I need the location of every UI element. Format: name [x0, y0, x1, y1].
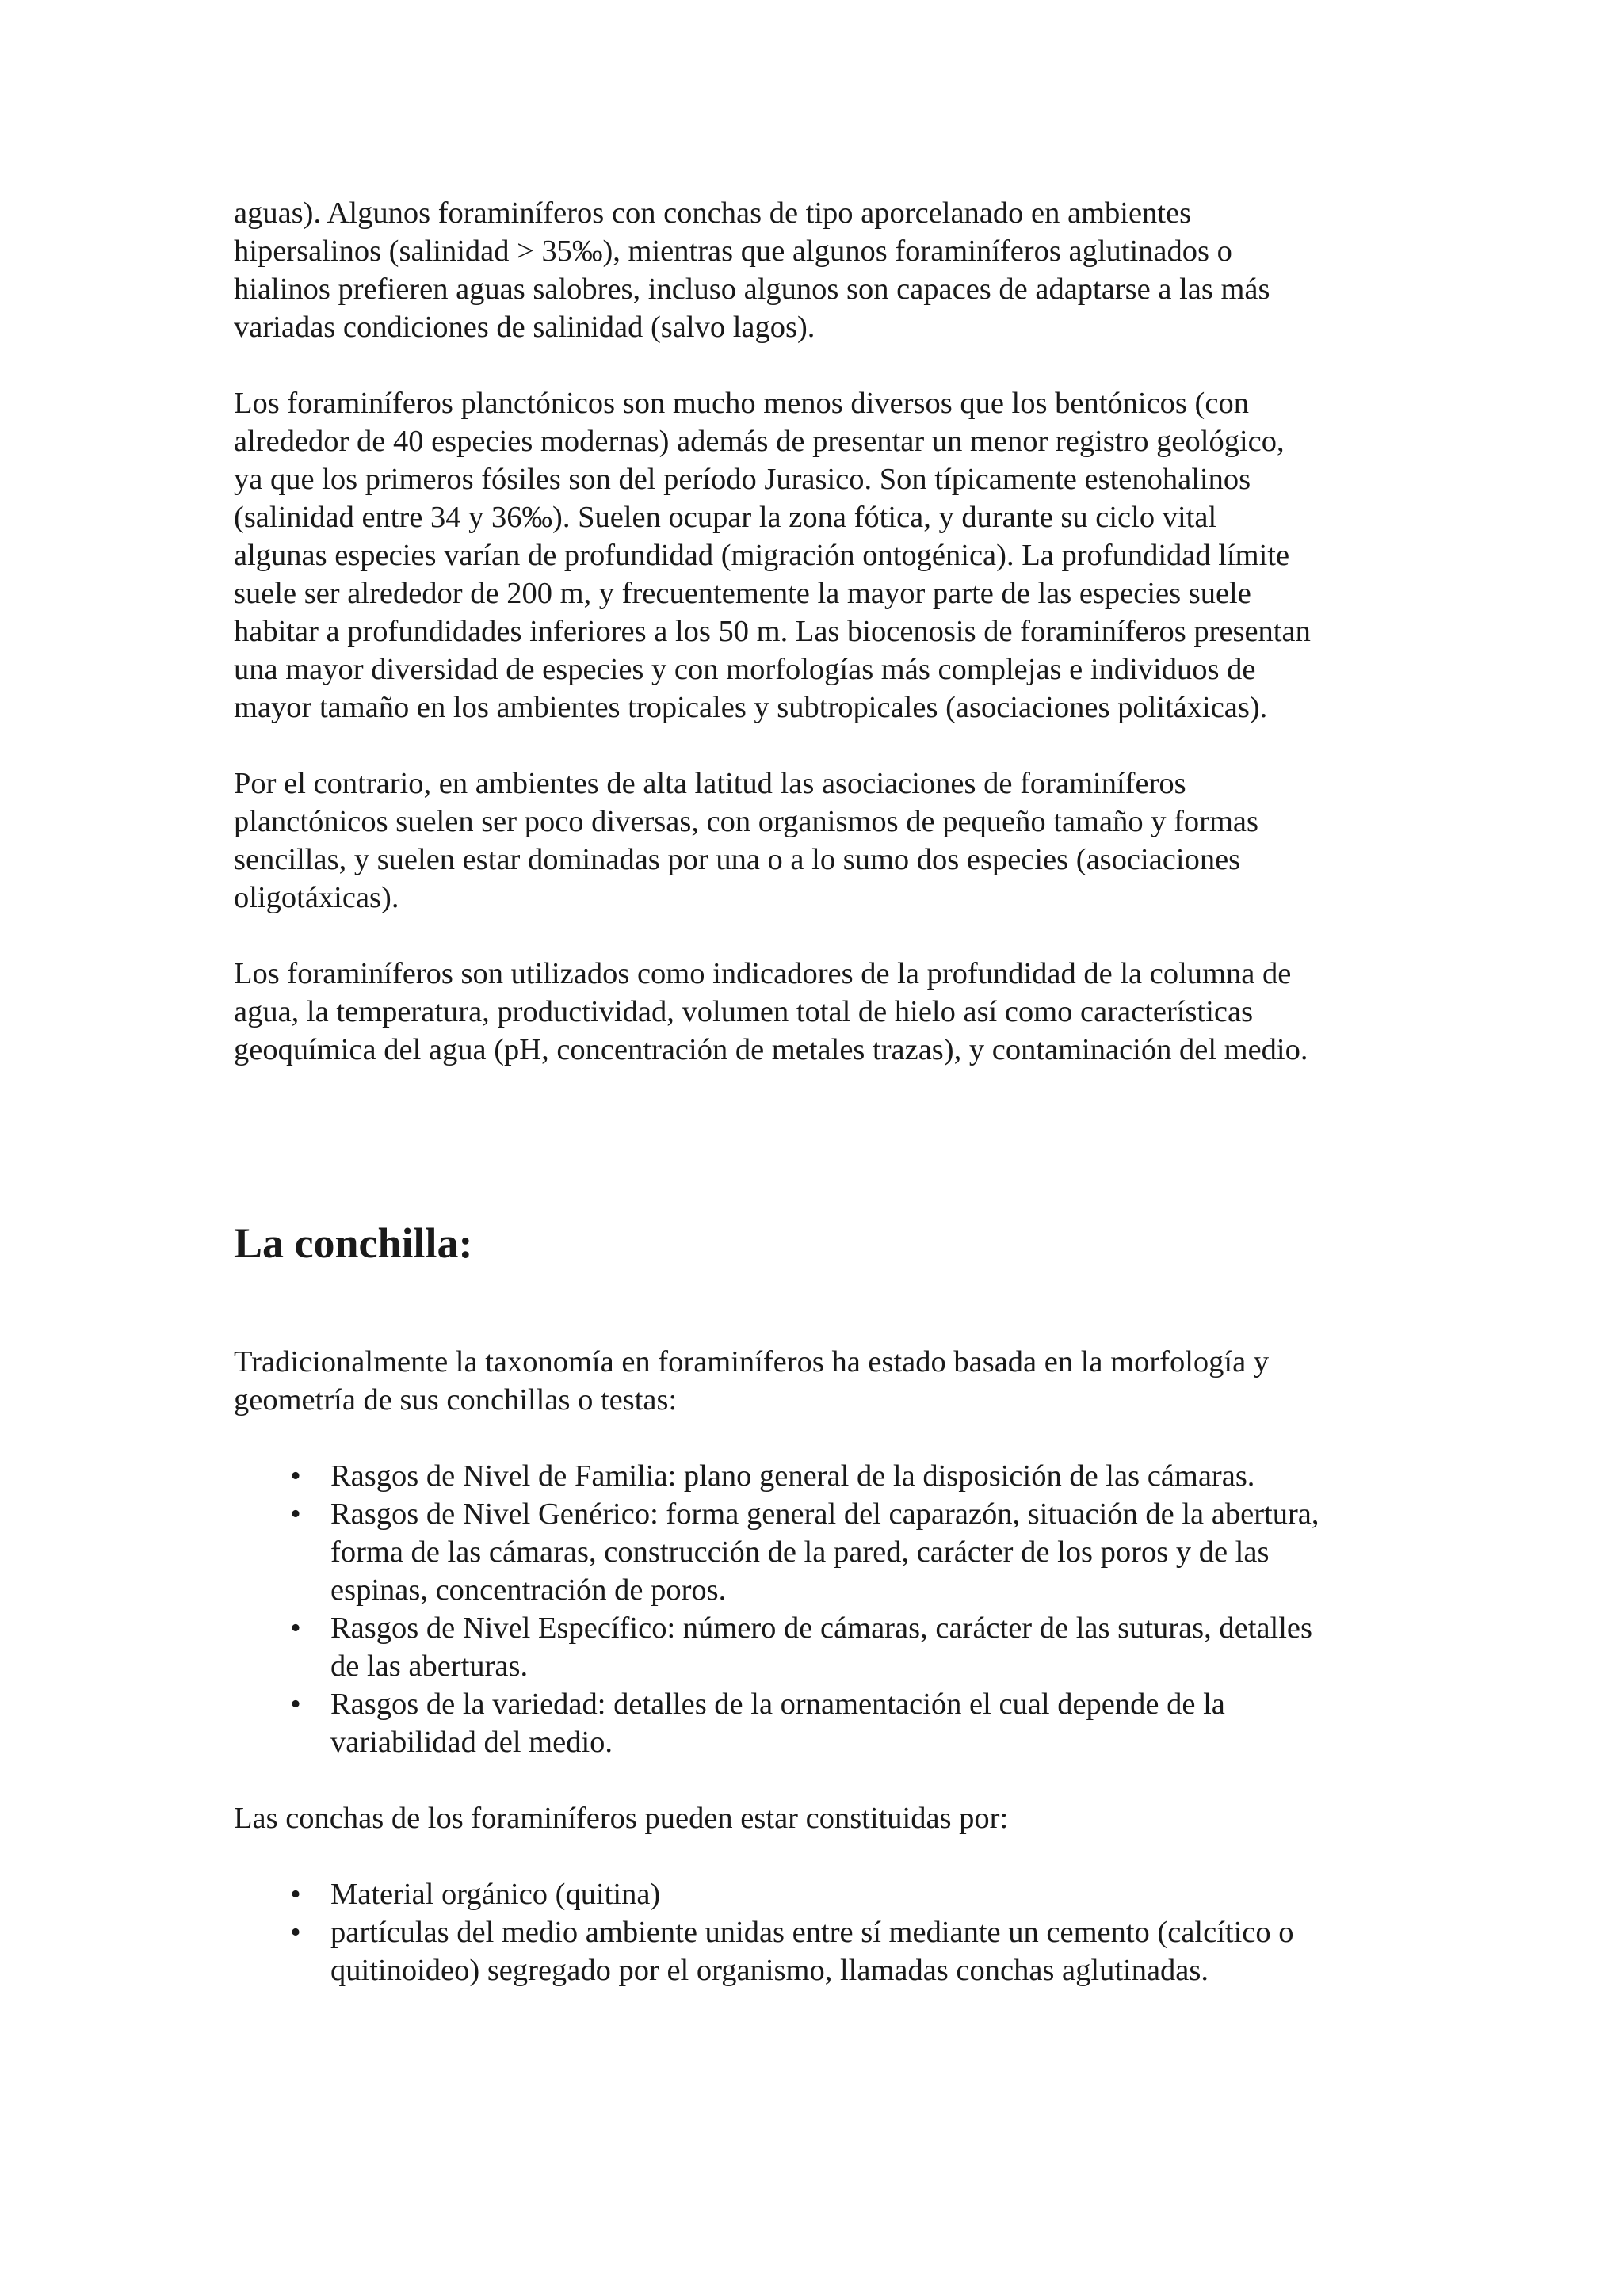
- text-line: ya que los primeros fósiles son del período Jurasico. Son típicamente estenohalinos: [234, 463, 1251, 496]
- list-item: [234, 1913, 1423, 1989]
- text-line: una mayor diversidad de especies y con morfologías más complejas e individuos de: [234, 653, 1256, 686]
- bullet-icon: •: [290, 1688, 301, 1721]
- text-line: suele ser alrededor de 200 m, y frecuentemente la mayor parte de las especies suele: [234, 577, 1251, 610]
- text-line: Rasgos de Nivel de Familia: plano general de la disposición de las cámaras.: [330, 1459, 1255, 1493]
- list-item: [234, 1457, 1423, 1495]
- text-line: Por el contrario, en ambientes de alta latitud las asociaciones de foraminíferos: [234, 767, 1186, 800]
- text-line: espinas, concentración de poros.: [330, 1573, 727, 1607]
- bullet-icon: •: [290, 1916, 301, 1949]
- paragraph-taxonomia: [234, 1343, 1423, 1419]
- text-line: algunas especies varían de profundidad (migración ontogénica). La profundidad límite: [234, 539, 1290, 572]
- text-line: quitinoideo) segregado por el organismo, llamadas conchas aglutinadas.: [330, 1954, 1209, 1987]
- text-line: Los foraminíferos planctónicos son mucho menos diversos que los bentónicos (con: [234, 387, 1249, 420]
- text-line: aguas). Algunos foraminíferos con conchas de tipo aporcelanado en ambientes: [234, 196, 1192, 230]
- rasgos-list: [234, 1457, 1423, 1761]
- paragraph-salinidad: [234, 194, 1423, 346]
- text-line: Rasgos de Nivel Específico: número de cámaras, carácter de las suturas, detalles: [330, 1611, 1312, 1645]
- text-line: alrededor de 40 especies modernas) además de presentar un menor registro geológico,: [234, 425, 1285, 458]
- paragraph-alta-latitud: [234, 765, 1423, 917]
- text-line: geoquímica del agua (pH, concentración de metales trazas), y contaminación del medio.: [234, 1033, 1308, 1066]
- text-line: partículas del medio ambiente unidas entre sí mediante un cemento (calcítico o: [330, 1916, 1294, 1949]
- bullet-icon: •: [290, 1459, 301, 1493]
- text-line: geometría de sus conchillas o testas:: [234, 1383, 678, 1417]
- text-line: Rasgos de la variedad: detalles de la ornamentación el cual depende de la: [330, 1688, 1225, 1721]
- paragraph-conchas: [234, 1799, 1423, 1837]
- bullet-icon: •: [290, 1497, 301, 1531]
- text-line: forma de las cámaras, construcción de la pared, carácter de los poros y de las: [330, 1535, 1270, 1569]
- document-page: [234, 194, 1423, 1987]
- text-line: mayor tamaño en los ambientes tropicales y subtropicales (asociaciones politáxicas).: [234, 691, 1268, 724]
- list-item: [234, 1609, 1423, 1685]
- text-line: planctónicos suelen ser poco diversas, con organismos de pequeño tamaño y formas: [234, 805, 1258, 838]
- text-line: Material orgánico (quitina): [330, 1878, 661, 1911]
- text-line: Las conchas de los foraminíferos pueden estar constituidas por:: [234, 1802, 1009, 1835]
- text-line: oligotáxicas).: [234, 881, 399, 914]
- materiales-list: [234, 1875, 1423, 1989]
- text-line: hialinos prefieren aguas salobres, incluso algunos son capaces de adaptarse a las más: [234, 273, 1270, 306]
- text-line: hipersalinos (salinidad > 35‰), mientras que algunos foraminíferos aglutinados o: [234, 235, 1232, 268]
- list-item: [234, 1685, 1423, 1761]
- text-line: variadas condiciones de salinidad (salvo lagos).: [234, 311, 815, 344]
- list-item: [234, 1495, 1423, 1609]
- text-line: (salinidad entre 34 y 36‰). Suelen ocupar la zona fótica, y durante su ciclo vital: [234, 501, 1217, 534]
- bullet-icon: •: [290, 1878, 301, 1911]
- text-line: de las aberturas.: [330, 1650, 529, 1683]
- text-line: Tradicionalmente la taxonomía en foraminíferos ha estado basada en la morfología y: [234, 1345, 1270, 1379]
- text-line: Rasgos de Nivel Genérico: forma general del caparazón, situación de la abertura,: [330, 1497, 1319, 1531]
- text-line: Los foraminíferos son utilizados como indicadores de la profundidad de la columna de: [234, 957, 1292, 990]
- paragraph-indicadores: [234, 955, 1423, 1069]
- text-line: habitar a profundidades inferiores a los 50 m. Las biocenosis de foraminíferos presentan: [234, 615, 1311, 648]
- section-heading: La conchilla:: [234, 1219, 473, 1267]
- paragraph-planctonicos: [234, 384, 1423, 727]
- text-line: sencillas, y suelen estar dominadas por una o a lo sumo dos especies (asociaciones: [234, 843, 1241, 876]
- section-conchilla: [234, 1343, 1423, 2027]
- text-line: variabilidad del medio.: [330, 1726, 613, 1759]
- list-item: [234, 1875, 1423, 1913]
- bullet-icon: •: [290, 1611, 301, 1645]
- text-line: agua, la temperatura, productividad, volumen total de hielo así como características: [234, 995, 1254, 1028]
